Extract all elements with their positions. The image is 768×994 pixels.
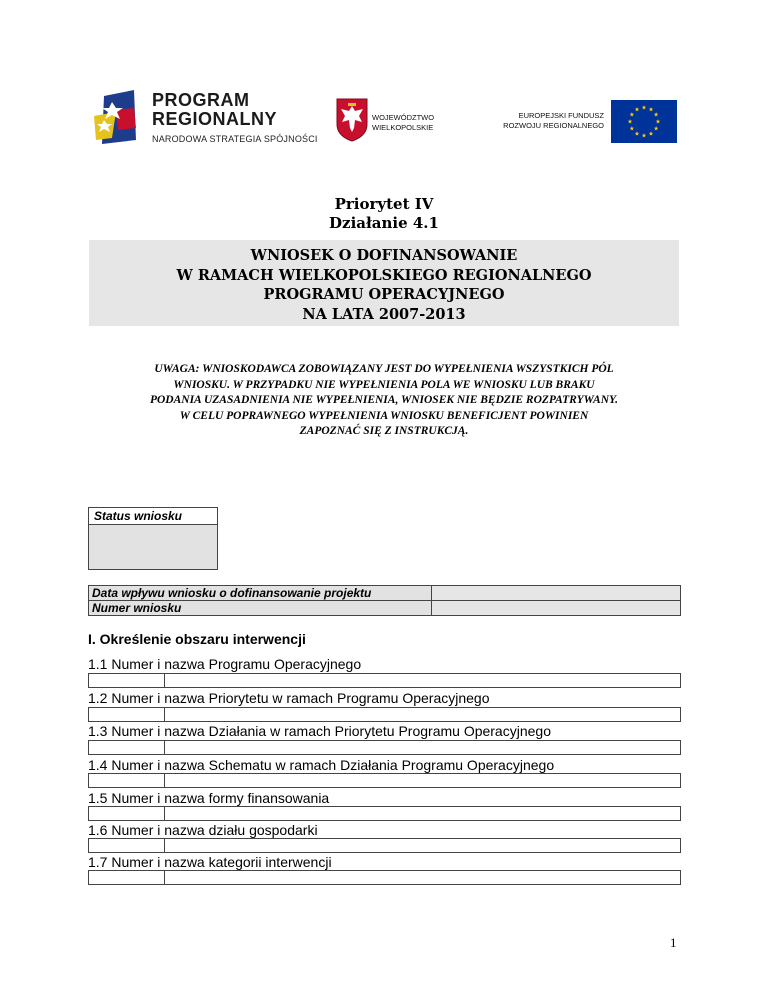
title-line: WNIOSEK O DOFINANSOWANIE: [250, 247, 518, 264]
table-row: [89, 586, 681, 601]
warning-notice: [84, 362, 684, 440]
title-line: PROGRAMU OPERACYJNEGO: [263, 286, 505, 303]
strategia-text: NARODOWA STRATEGIA SPÓJNOŚCI: [152, 134, 318, 144]
program-regionalny-emblem-icon: [90, 88, 150, 150]
field-label-1-2: 1.2 Numer i nazwa Priorytetu w ramach Programu Operacyjnego: [88, 690, 490, 706]
field-label-1-7: 1.7 Numer i nazwa kategorii interwencji: [88, 854, 332, 870]
title-line: NA LATA 2007-2013: [302, 305, 466, 323]
warning-line: PODANIA UZASADNIENIA NIE WYPEŁNIENIA, WNIOSEK NIE BĘDZIE ROZPATRYWANY.: [149, 394, 619, 406]
field-label-1-4: 1.4 Numer i nazwa Schematu w ramach Działania Programu Operacyjnego: [88, 757, 555, 773]
program-regionalny-logo: [90, 88, 320, 150]
field-row-1-7[interactable]: [88, 870, 681, 885]
priorytet-heading: Priorytet IV: [334, 195, 434, 213]
warning-line: WNIOSKU. W PRZYPADKU NIE WYPEŁNIENIA POLA WE WNIOSKU LUB BRAKU: [173, 378, 595, 391]
field-number-cell[interactable]: [89, 708, 165, 721]
field-label-1-6: 1.6 Numer i nazwa działu gospodarki: [88, 822, 318, 838]
program-text: PROGRAM: [152, 90, 250, 110]
field-number-cell[interactable]: [89, 674, 165, 687]
wojewodztwo-line2: WIELKOPOLSKIE: [372, 123, 434, 132]
status-label: Status wniosku: [89, 508, 217, 525]
field-row-1-6[interactable]: [88, 838, 681, 853]
application-number-label: Numer wniosku: [89, 601, 432, 616]
warning-line: ZAPOZNAĆ SIĘ Z INSTRUKCJĄ.: [299, 425, 469, 437]
warning-line: UWAGA: WNIOSKODAWCA ZOBOWIĄZANY JEST DO WYPEŁNIENIA WSZYSTKICH PÓL: [154, 363, 614, 375]
field-label-1-5: 1.5 Numer i nazwa formy finansowania: [88, 790, 330, 806]
wojewodztwo-logo: [336, 98, 466, 146]
field-label-1-1: 1.1 Numer i nazwa Programu Operacyjnego: [88, 656, 362, 672]
field-number-cell[interactable]: [89, 871, 165, 884]
field-row-1-5[interactable]: [88, 806, 681, 821]
application-title: [89, 240, 679, 326]
regionalny-text: REGIONALNY: [152, 109, 278, 129]
eagle-shield-icon: [336, 98, 368, 142]
page-number: 1: [670, 935, 677, 950]
field-number-cell[interactable]: [89, 839, 165, 852]
field-row-1-2[interactable]: [88, 707, 681, 722]
wojewodztwo-text: [372, 113, 434, 133]
submission-date-field[interactable]: [432, 586, 681, 601]
section-title: I. Określenie obszaru interwencji: [88, 631, 306, 647]
wojewodztwo-line1: WOJEWÓDZTWO: [372, 113, 435, 122]
field-number-cell[interactable]: [89, 774, 165, 787]
eu-flag-icon: [611, 100, 677, 143]
title-line: W RAMACH WIELKOPOLSKIEGO REGIONALNEGO: [176, 266, 592, 284]
field-number-cell[interactable]: [89, 807, 165, 820]
application-number-field[interactable]: [432, 601, 681, 616]
field-label-1-3: 1.3 Numer i nazwa Działania w ramach Priorytetu Programu Operacyjnego: [88, 723, 551, 739]
efrr-text: [486, 111, 604, 131]
table-row: [89, 601, 681, 616]
warning-line: W CELU POPRAWNEGO WYPEŁNIENIA WNIOSKU BENEFICJENT POWINIEN: [179, 409, 589, 422]
status-box[interactable]: [88, 507, 218, 570]
efrr-line2: ROZWOJU REGIONALNEGO: [503, 121, 604, 130]
submission-data-table: [88, 585, 681, 616]
field-number-cell[interactable]: [89, 741, 165, 754]
submission-date-label: Data wpływu wniosku o dofinansowanie projektu: [89, 586, 432, 601]
field-row-1-1[interactable]: [88, 673, 681, 688]
field-row-1-3[interactable]: [88, 740, 681, 755]
field-row-1-4[interactable]: [88, 773, 681, 788]
efrr-line1: EUROPEJSKI FUNDUSZ: [518, 111, 604, 120]
dzialanie-heading: Działanie 4.1: [329, 214, 439, 232]
